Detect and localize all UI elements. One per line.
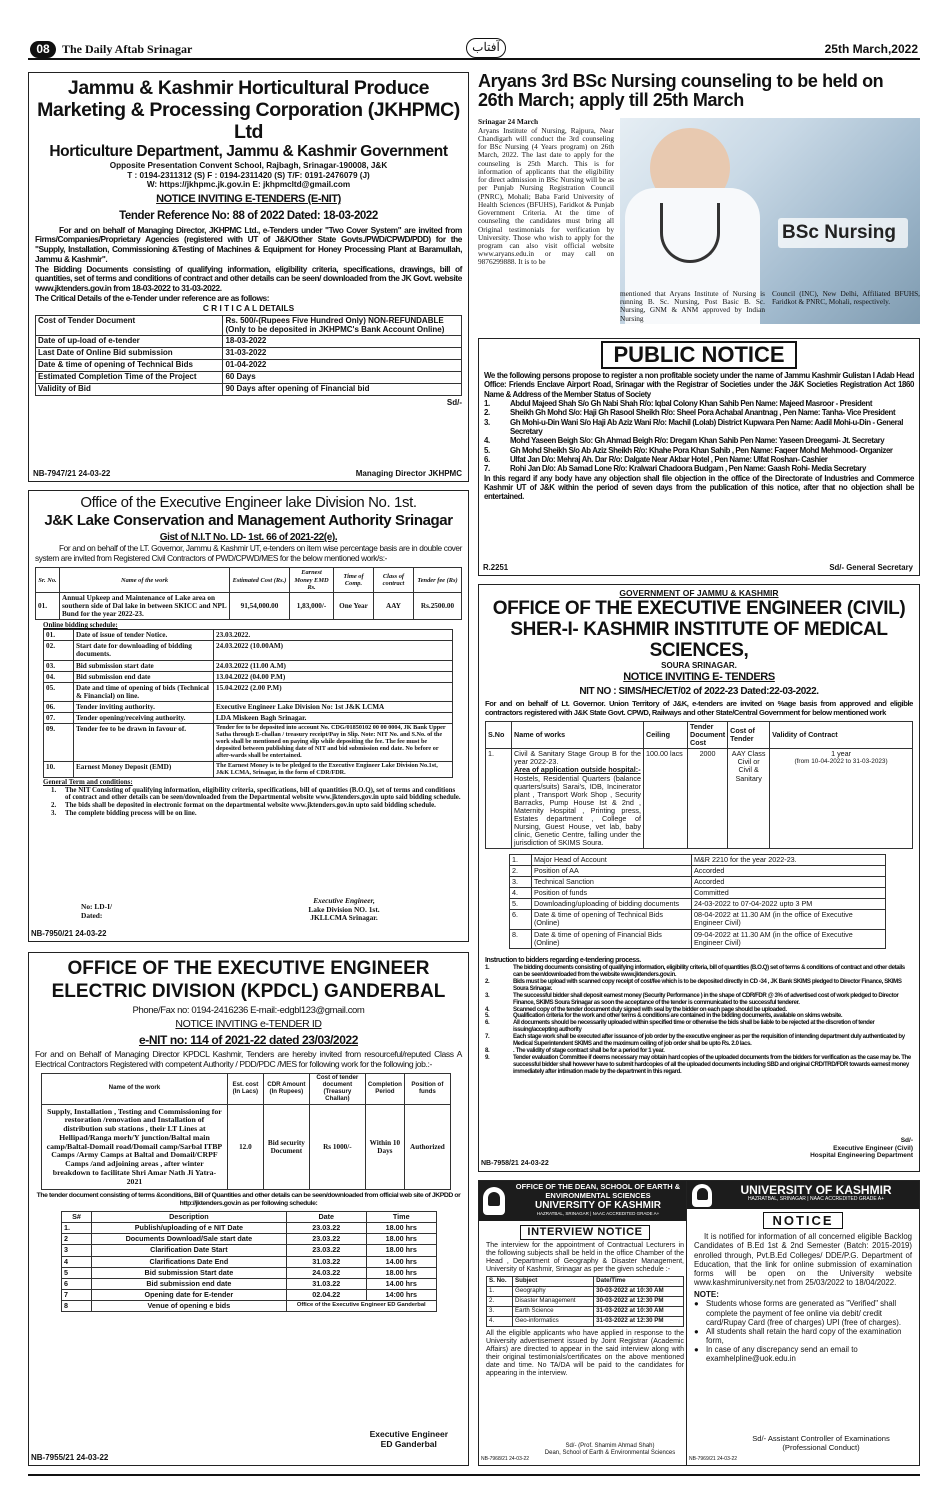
jkhpmc-title-2: Marketing & Processing Corporation (JKHPMC) Ltd xyxy=(37,99,460,143)
jkhpmc-notice-heading: NOTICE INVITING E-TENDERS (E-NIT) xyxy=(156,193,341,206)
issue-date: 25th March,2022 xyxy=(824,42,918,56)
jkhpmc-phone: T : 0194-2311312 (S) F : 0194-2311420 (S) T/F: 0191-2476079 (J) xyxy=(127,170,370,180)
kpdcl-intro: For and on Behalf of Managing Director KPDCL Kashmir, Tenders are hereby invited from resourceful/reputed Class A Electrical Contractors Registered with competent Authority / PDD/PDC /MES for following work for the following job.:- xyxy=(35,1048,462,1069)
lake-gist: Gist of N.I.T No. LD- 1st. 66 of 2021-22(e). xyxy=(159,532,338,543)
list-item: 3. Gh Mohi-u-Din Wani S/o Haji Ab Aziz Wani R/o: Machil (Lolab) District Kupwara Pen Name: Aadil Mohi-u-Din - General Secretary xyxy=(484,417,904,436)
skims-instructions xyxy=(485,965,913,1076)
dean-notice-title: INTERVIEW NOTICE xyxy=(520,1225,649,1240)
table-row: Cost of Tender Document Rs. 500/-(Rupees Five Hundred Only) NON-REFUNDABLE (Only to be deposited in JKHPMC's Bank Account Online) xyxy=(36,315,462,336)
uok-body: It is notified for information of all concerned eligible Backlog Candidates of B.Ed 1st & 2nd Semester (Batch: 2015-2019) enrolled through, Pvt.B.Ed Colleges/ DDE/P.G. Department of Education, that the link for online submission of examination forms will be open on the University website www.kashmiruniversity.net from 25/03/2022 to 18/04/2022. xyxy=(694,1232,912,1287)
table-row: 03. Bid submission start date 24.03.2022 (11.00 A.M) xyxy=(44,660,453,671)
kpdcl-tender-ad xyxy=(28,952,469,1466)
lake-no: No: LD-I/ xyxy=(81,902,112,911)
list-item: 4. Mohd Yaseen Beigh S/o: Gh Ahmad Beigh R/o: Dregam Khan Sahib Pen Name: Yaseen Dreegami- Jt. Secretary xyxy=(484,436,885,446)
table-row: 04. Bid submission end date 13.04.2022 (04.00 P.M) xyxy=(44,671,453,682)
dean-schedule-table xyxy=(486,1276,684,1327)
university-seal-icon xyxy=(483,1187,505,1215)
dean-nb-code: NB-7968/21 24-03-22 xyxy=(481,1456,530,1463)
kpdcl-nit: e-NIT no: 114 of 2021-22 dated 23/03/2022 xyxy=(138,1032,359,1047)
table-row: 01. Annual Upkeep and Maintenance of Lake area on southern side of Dal lake in between SKICC and NPL Bund for the year 2022-23. 91,54,000.00 1,83,000/- One Year AAY Rs.2500.00 xyxy=(36,592,462,619)
skims-work-table xyxy=(485,721,913,849)
list-item: 3. The complete bidding process will be on line. xyxy=(51,809,197,817)
list-item: 8. . The validity of stage contract shall be for a period for 1 year. xyxy=(485,1047,665,1055)
lake-title: Office of the Executive Engineer lake Division No. 1st. xyxy=(80,494,417,511)
table-row: S# Description Date Time xyxy=(62,1212,437,1223)
list-item: 1. Abdul Majeed Shah S/o Gh Nabi Shah R/o: Iqbal Colony Khan Sahib Pen Name: Majeed Masroor - President xyxy=(484,398,873,408)
stethoscope-icon xyxy=(660,203,720,263)
table-row: 10. Earnest Money Deposit (EMD) The Earnest Money is to be pledged to the Executive Engineer Lake Division No.1st, J&K LCMA, Srinagar, in the form of CDR/FDR. xyxy=(44,761,453,778)
list-item: 6. All documents should be necessarily uploaded within specified time or otherwise the bids shall be liable to be rejected at the discretion of tender issuing/accepting authority xyxy=(485,1019,875,1034)
table-row: 8 Venue of opening e bids Office of the Executive Engineer ED Ganderbal xyxy=(62,1300,437,1311)
skims-place: SOURA SRINAGAR. xyxy=(661,661,737,671)
table-row: 4. Position of funds Committed xyxy=(510,888,886,899)
member-list xyxy=(484,399,914,474)
public-notice-outro: In this regard if any body have any objection shall file objection in the office of the Directorate of Industries and Commerce Kashmir UT of J&K within the period of seven days from the publication of this notice, after that no objection shall be entertained. xyxy=(484,473,914,502)
kpdcl-schedule-table xyxy=(61,1211,437,1312)
skims-instructions-heading: Instruction to bidders regarding e-tendering process. xyxy=(485,956,641,964)
public-notice-intro: We the following persons propose to register a non profitable society under the name of Jammu Kashmir Gulistan I Adab Head Office: Friends Enclave Airport Road, Srinagar with the Registrar of Societies under the J&K Societies Registration Act 1860 Name & Address of the Member Status of Society xyxy=(484,371,914,399)
table-row: 4 Clarifications Date End 31.03.22 14.00 hrs xyxy=(62,1256,437,1267)
table-row: Supply, Installation , Testing and Commissioning for restoration /renovation and Installation of distribution sub stations , their LT Lines at Hellipad/Ranga morh/Y junction/Baltal main camp/Baltal-Domail road/Domail camp/Sarbal ITBP Camps /Army Camps at Baltal and Domail/CRPF Camps /and adjoining areas , after winter breakdown to facilitate Shri Amar Nath Ji Yatra-2021 12.0 Bid security Document Rs 1000/- Within 10 Days Authorized xyxy=(42,1104,451,1189)
lake-title-2: J&K Lake Conservation and Management Authority Srinagar xyxy=(44,512,453,529)
uok-note: NOTE: xyxy=(694,1289,719,1299)
table-row: S. No. Subject Date/Time xyxy=(487,1277,684,1287)
jkhpmc-tender-ad xyxy=(28,72,469,482)
list-item: 7. Each stage work shall be executed after issuance of job order by the executive engineer as per the requisition of intending department duly authenticated by Medical Superintendent SKIMS and the maximum ceiling of job order shall be upto Rs. 2.0 lacs. xyxy=(485,1033,905,1048)
uok-signatory: Sd/- Assistant Controller of Examinations (Professional Conduct) xyxy=(752,1434,890,1452)
list-item: ● In case of any discrepancy send an email to examhelpline@uok.edu.in xyxy=(694,1344,858,1364)
dean-signatory: Sd/- (Prof. Shamim Ahmad Shah) Dean, School of Earth & Environmental Sciences xyxy=(544,1443,676,1456)
dean-banner: OFFICE OF THE DEAN, SCHOOL OF EARTH & ENVIRONMENTAL SCIENCES UNIVERSITY OF KASHMIR HAZRATBAL, SRINAGAR | NAAC ACCREDITED GRADE A+ xyxy=(479,1181,691,1221)
uok-nb-code: NB-7969/21 24-03-22 xyxy=(689,1456,738,1463)
jkhpmc-critical-table xyxy=(35,315,462,397)
table-row: 6. Date & time of opening of Technical Bids (Online) 08-04-2022 at 11.30 AM (in the office of Executive Engineer Civil) xyxy=(510,910,886,929)
jkhpmc-para-2: The Bidding Documents consisting of qualifying information, eligibility criteria, specifications, drawings, bill of quantities, set of terms and conditions of contract and other details can be seen/ downloaded from the JK Govt. website www.jktenders.gov.in from 18-03-2022 to 31-03-2022. xyxy=(35,263,462,294)
list-item: 2. Sheikh Gh Mohd S/o: Haji Gh Rasool Sheikh R/o: Sheel Pora Achabal Anantnag , Pen Name: Tanha- Vice President xyxy=(484,408,896,418)
table-row: Validity of Bid 90 Days after opening of Financial bid xyxy=(36,384,462,396)
kpdcl-work-table xyxy=(41,1073,451,1190)
skims-govt: GOVERNMENT OF JAMMU & KASHMIR xyxy=(619,588,779,598)
list-item: 5. Gh Mohd Sheikh S/o Ab Aziz Sheikh R/o: Khahe Pora Khan Sahib , Pen Name: Faqeer Mohd Mehmood- Organizer xyxy=(484,445,893,455)
aryans-body-3: Council (INC), New Delhi, Affiliated BFUHS, Faridkot & PNRC, Mohali, respectively. xyxy=(772,289,920,307)
list-item: 6. Ulfat Jan D/o: Mehraj Ah. Dar R/o: Dalgate Near Akbar Hotel , Pen Name: Ulfat Roshan- Cashier xyxy=(484,454,828,464)
list-item: ● Students whose forms are generated as "Verified" shall complete the payment of fee online via debit/ credit card/Rupay Card (free of charges) UPI (free of charges). xyxy=(694,1299,902,1327)
kpdcl-notice-heading: NOTICE INVITING e-TENDER ID xyxy=(175,1018,322,1031)
jkhpmc-sd: Sd/- xyxy=(446,398,462,408)
table-row: Date of up-load of e-tender 18-03-2022 xyxy=(36,336,462,348)
list-item: 9. Tender evaluation Committee if deems necessary may obtain hard copies of the uploaded documents from the bidders for verification as the case may be. The successful bidder shall however have to submit hardcopies of all the uploaded documents including SBD and original CRD/TRD/FDR towards earnest money immediately after intimation made by the department in this regard. xyxy=(485,1054,911,1075)
public-notice-ad xyxy=(478,338,920,576)
table-row: Estimated Completion Time of the Project 60 Days xyxy=(36,372,462,384)
table-row: 02. Start date for downloading of bidding documents. 24.03.2022 (10.00AM) xyxy=(44,641,453,660)
lake-schedule-heading: Online bidding schedule: xyxy=(43,621,118,630)
list-item: 1. The NIT Consisting of qualifying information, eligibility criteria, specifications, bill of quantities (B.O.Q), set of terms and conditions of contract and other details can be seen/downloaded from the Departmental website www.jktenders.gov.in upto said bidding schedule. xyxy=(51,786,461,802)
skims-nit: NIT NO : SIMS/HEC/ET/02 of 2022-23 Dated:22-03-2022. xyxy=(579,686,819,698)
lake-work-table xyxy=(35,567,462,620)
table-row: 06. Tender inviting authority. Executive Engineer Lake Division No: 1st J&K LCMA xyxy=(44,701,453,712)
dean-intro: The interview for the appointment of Contractual Lecturers in the following subjects shall be held in the office Chamber of the Head , Department of Geography & Disaster Management, University of Kashmir, Srinagar as per the given schedule :- xyxy=(486,1241,684,1274)
list-item: 7. Rohi Jan D/o: Ab Samad Lone R/o: Kralwari Chadoora Budgam , Pen Name: Gaash Rohi- Media Secretary xyxy=(484,464,866,474)
kpdcl-nb-code: NB-7955/21 24-03-22 xyxy=(31,1452,109,1462)
table-row: 01. Date of issue of tender Notice. 23.03.2022. xyxy=(44,630,453,641)
lake-division-tender-ad xyxy=(28,490,469,942)
jkhpmc-title: Jammu & Kashmir Horticultural Produce xyxy=(67,77,430,99)
table-row: 07. Tender opening/receiving authority. LDA Miskeen Bagh Srinagar. xyxy=(44,712,453,723)
table-row: 7 Opening date for E-tender 02.04.22 14:00 hrs xyxy=(62,1289,437,1300)
table-row: 3. Earth Science 31-03-2022 at 10:30 AM xyxy=(487,1306,684,1316)
aryans-news-article xyxy=(478,72,920,334)
table-row: 5 Bid submission Start date 24.03.22 18.00 hrs xyxy=(62,1267,437,1278)
photo-caption: BSc Nursing xyxy=(782,222,897,243)
table-row: 1. Civil & Sanitary Stage Group B for the year 2022-23. Area of application outside hospital:- Hostels, Residential Quarters (balance quarters/suits) Sarai's, IDB, Incinerator plant , Transport Work Shop , Security Barracks, Pump House Ist & 2nd , Maternity Hospital , Printing press, Estates department , College of Nursing, Guest House, vet lab, baby clinic, Genetic Centre, falling under the jurisdiction of SKIMS Soura. 100.00 lacs 2000 AAY Class Civil or Civil & Sanitary 1 year (from 10-04-2022 to 31-03-2023) xyxy=(486,749,913,849)
paper-name: The Daily Aftab Srinagar xyxy=(62,42,193,56)
table-row: S.No Name of works Ceiling Tender Document Cost Cost of Tender Validity of Contract xyxy=(486,722,913,749)
skims-schedule-table xyxy=(509,854,886,949)
table-row: 2 Documents Download/Sale start date 23.03.22 18.00 hrs xyxy=(62,1234,437,1245)
table-row: 2. Disaster Management 30-03-2022 at 12:30 PM xyxy=(487,1297,684,1307)
jkhpmc-para: For and on behalf of Managing Director, JKHPMC Ltd., e-Tenders under "Two Cover System" are invited from Firms/Companies/Proprietary Agencies (registered with UT of J&K/Other State Govts./PWD/CPWD/PDD) for the "Supply, Installation, Commissioning &Testing of Machines & Equipment for Honey Processing Plant at Baramullah, Jammu & Kashmir". xyxy=(35,224,462,264)
jkhpmc-signatory: Managing Director JKHPMC xyxy=(355,468,462,478)
uok-bullets xyxy=(694,1299,912,1363)
skims-intro: For and on behalf of Lt. Governor. Union Territory of J&K, e-tenders are invited on %age basis from approved and eligible contractors registered with J&K State Govt. CPWD, Railways and other State/Central Government for below mentioned work xyxy=(485,699,913,718)
table-row: 3 Clarification Date Start 23.03.22 18.00 hrs xyxy=(62,1245,437,1256)
aryans-body: Aryans Institute of Nursing, Rajpura, Near Chandigarh will conduct the 3rd counseling for BSc Nursing (4 Years program) on 26th March, 2022. The last date to apply for the counseling is 25th March. This is for information of applicants that the eligibility for direct admission in BSc Nursing will be as per Punjab Nursing Registration Council (PNRC), Mohali; Baba Farid University of Health Sciences (BFUHS), Faridkot & Punjab Government Criteria. At the time of counseling the candidates must bring all Original testimonials for verification by University. Those who wish to apply for the program can also visit official website www.aryans.edu.in or may call on 9876299888. It is to be xyxy=(478,125,614,267)
dean-outro: All the eligible applicants who have applied in response to the University advertisement issued by Joint Registrar (Academic Affairs) are directed to appear in the said interview along with their original testimonials/certificates on the above mentioned date and time. No TA/DA will be paid to the candidates for appearing in the interview. xyxy=(486,1329,684,1378)
list-item: 2. Bids must be upload with scanned copy receipt of cost/fee which is to be deposited directly in CD -34 , JK Bank SKIMS pledged to Director Finance, SKIMS Soura Srinagar. xyxy=(485,977,902,992)
skims-signatory: Sd/- Executive Engineer (Civil) Hospital Engineering Department xyxy=(810,1137,913,1160)
aryans-dateline: Srinagar 24 March xyxy=(478,117,539,126)
footer-rule xyxy=(28,1474,920,1476)
table-row: Date & time of opening of Technical Bids 01-04-2022 xyxy=(36,360,462,372)
uok-banner: UNIVERSITY OF KASHMIR HAZRATBAL, SRINAGAR | NAAC ACCREDITED GRADE A+ xyxy=(687,1181,919,1209)
table-row: 5. Downloading/uploading of bidding documents 24-03-2022 to 07-04-2022 upto 3 PM xyxy=(510,899,886,910)
kpdcl-phone: Phone/Fax no: 0194-2416236 E-mail:-edgbl123@gmail.com xyxy=(132,1005,365,1016)
jkhpmc-critical: C R I T I C A L DETAILS xyxy=(202,302,295,313)
jkhpmc-dept: Horticulture Department, Jammu & Kashmir Government xyxy=(49,143,448,160)
aryans-headline: Aryans 3rd BSc Nursing counseling to be held on 26th March; apply till 25th March xyxy=(478,72,884,110)
lake-schedule-table xyxy=(43,629,453,778)
skims-tender-ad xyxy=(478,584,920,1172)
table-row: 1. Geography 30-03-2022 at 10:30 AM xyxy=(487,1287,684,1297)
table-row: 3. Technical Sanction Accorded xyxy=(510,877,886,888)
table-row: 2. Position of AA Accorded xyxy=(510,866,886,877)
kpdcl-doc-note: The tender document consisting of terms &conditions, Bill of Quantities and other details can be seen/downloaded from official web site of JKPDD or http://jktenders.gov.in as per following schedule: xyxy=(36,1192,461,1208)
table-row: 8. Date & time of opening of Financial Bids (Online) 09-04-2022 at 11.30 AM (in the office of Executive Engineer Civil) xyxy=(510,929,886,948)
list-item: 3. The successful bidder shall deposit earnest money (Security Performance ) in the shape of CDR/FDR @ 3% of advertised cost of work pledged to Director Finance, SKIMS Soura Srinagar as soon the acceptance of the tender is communicated to the successful tenderer. xyxy=(485,991,899,1006)
lake-terms xyxy=(51,787,462,818)
table-row: 09. Tender fee to be drawn in favour of. Tender fee to be deposited into account No. CDG/01850102 00 00 0004, JK Bank Upper Satha through E-challan / treasury receipt/Pay in Slip. Note: NIT No. and S.No. of the work shall be mentioned on paying slip while depositing the fee. The fee must be deposited between publishing date of NIT and bid submission end date. No before or after-wards shall be entertained. xyxy=(44,723,453,761)
kpdcl-title: OFFICE OF THE EXECUTIVE ENGINEER xyxy=(67,958,430,979)
skims-nb-code: NB-7958/21 24-03-22 xyxy=(481,1159,549,1167)
list-item: 4. Scanned copy of the tender document duly signed with seal by the bidder on each page should be uploaded. xyxy=(485,1005,787,1013)
public-notice-signatory: Sd/- General Secretary xyxy=(829,562,913,572)
table-row: 05. Date and time of opening of bids (Technical & Financial) on line. 15.04.2022 (2.00 P.M) xyxy=(44,682,453,701)
skims-title-2: SHER-I- KASHMIR INSTITUTE OF MEDICAL SCIENCES, xyxy=(510,619,888,662)
table-row: 6 Bid submission end date 31.03.22 14.00 hrs xyxy=(62,1278,437,1289)
jkhpmc-tender-ref: Tender Reference No: 88 of 2022 Dated: 18-03-2022 xyxy=(119,209,378,222)
list-item: 2. The bids shall be deposited in electronic format on the departmental website www.jktenders.gov.in upto said bidding schedule. xyxy=(51,802,436,810)
kpdcl-signatory: Executive Engineer ED Ganderbal xyxy=(369,1429,448,1450)
lake-nb-code: NB-7950/21 24-03-22 xyxy=(31,928,107,938)
dean-interview-notice xyxy=(478,1180,692,1466)
skims-title: OFFICE OF THE EXECUTIVE ENGINEER (CIVIL) xyxy=(492,598,906,620)
table-row: Name of the work Est. cost (In Lacs) CDR Amount (In Rupees) Cost of tender document (Treasury Challan) Completion Period Position of funds xyxy=(42,1074,451,1105)
table-row: 1. Publish/uploading of e NIT Date 23.03.22 18.00 hrs xyxy=(62,1223,437,1234)
jkhpmc-nb-code: NB-7947/21 24-03-22 xyxy=(33,468,111,478)
table-row: 1. Major Head of Account M&R 2210 for the year 2022-23. xyxy=(510,855,886,866)
page-header xyxy=(28,40,920,60)
kpdcl-title-2: ELECTRIC DIVISION (KPDCL) GANDERBAL xyxy=(51,981,446,1002)
lake-signatory: Executive Engineer, Lake Division NO. 1st. JKLLCMA Srinagar. xyxy=(308,896,380,923)
lake-terms-heading: General Term and conditions: xyxy=(43,778,133,787)
lake-dated: Dated: xyxy=(81,910,103,920)
table-row: Sr. No. Name of the work Estimated Cost (Rs.) Earnest Money EMD Rs. Time of Comp. Class of contract Tender fee (Rs) xyxy=(36,568,462,593)
skims-notice-heading: NOTICE INVITING E- TENDERS xyxy=(623,671,775,684)
list-item: 1. The bidding documents consisting of qualifying information, eligibility criteria, bill of quantities (B.O.Q) set of terms & conditions of contract and other details can be seen/downloaded from the website www.jktenders.gov.in. xyxy=(485,963,905,978)
jkhpmc-para-3: The Critical Details of the e-Tender under reference are as follows: xyxy=(35,293,270,304)
paper-logo: آفتاب xyxy=(466,38,506,58)
public-notice-ref: R.2251 xyxy=(483,562,509,572)
table-row: 4. Geo-informatics 31-03-2022 at 12:30 PM xyxy=(487,1316,684,1326)
list-item: ● All students shall retain the hard copy of the examination form, xyxy=(694,1326,902,1345)
list-item: 5. Qualification criteria for the work and other terms & conditions are contained in the bidding documents, available on skims website. xyxy=(485,1012,843,1020)
public-notice-title: PUBLIC NOTICE xyxy=(601,341,796,369)
jkhpmc-web: W: https://jkhpmc.jk.gov.in E: jkhpmcltd@gmail.com xyxy=(146,180,351,190)
uok-exam-notice xyxy=(686,1180,920,1466)
university-seal-icon xyxy=(692,1184,712,1207)
page-number: 08 xyxy=(30,41,56,58)
jkhpmc-address: Opposite Presentation Convent School, Rajbagh, Srinagar-190008, J&K xyxy=(109,161,388,170)
uok-notice-title: NOTICE xyxy=(763,1212,842,1229)
table-row: Last Date of Online Bid submission 31-03-2022 xyxy=(36,348,462,360)
aryans-body-2: mentioned that Aryans Institute of Nursing is running B. Sc. Nursing, Post Basic B. Sc. Nursing, GNM & ANM approved by Indian Nursing xyxy=(620,289,765,323)
lake-intro: For and on behalf of the LT. Governor, Jammu & Kashmir UT, e-tenders on item wise percentage basis are in double cover system are invited from Registered Civil Contractors of PWD/CPWD/MES for the below mentioned work/s:- xyxy=(35,542,462,563)
